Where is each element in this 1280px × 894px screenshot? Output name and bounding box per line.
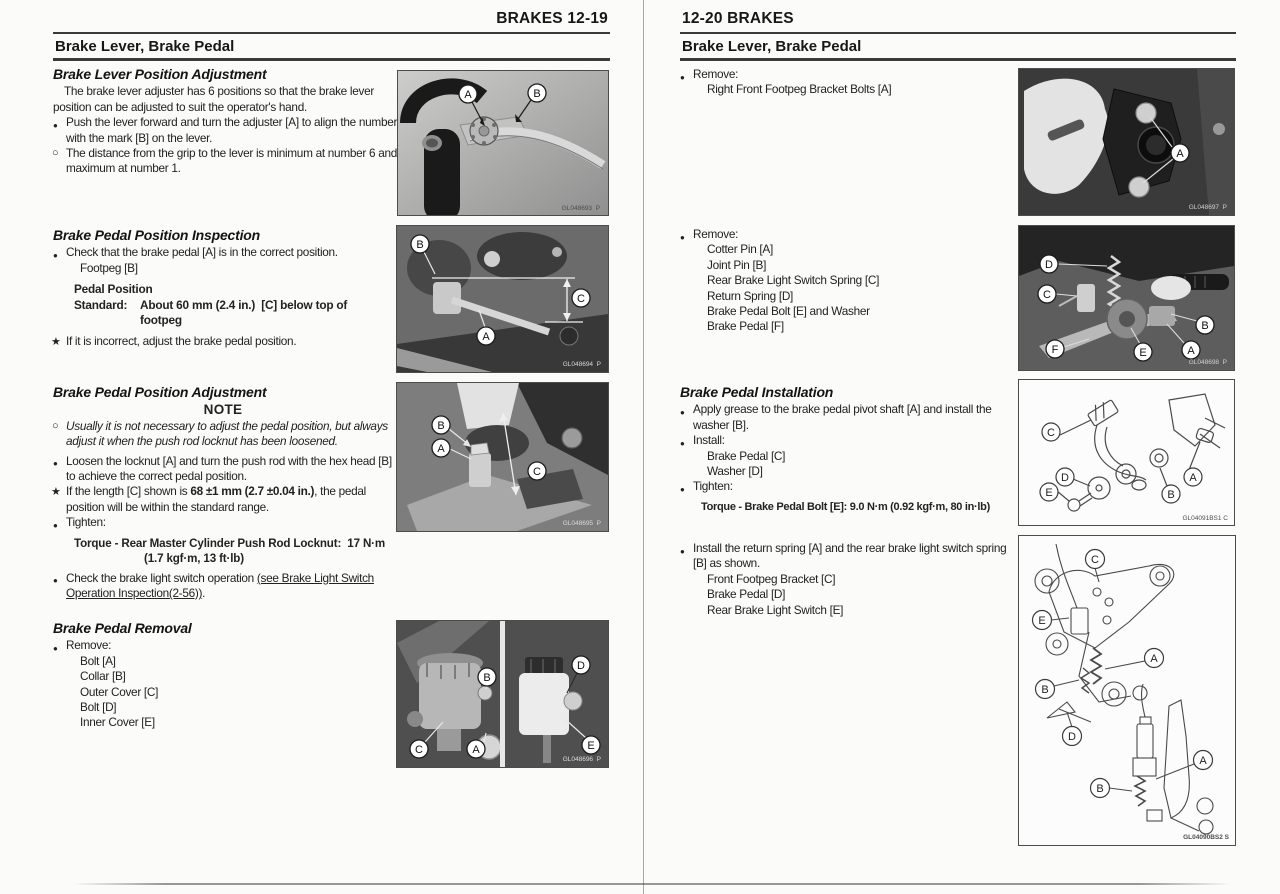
svg-text:E: E (1038, 615, 1046, 627)
figure-code: GL048697 P (1188, 204, 1227, 211)
svg-text:B: B (1041, 684, 1049, 696)
bullet-item: ● Install: (680, 433, 1018, 448)
svg-text:D: D (1045, 259, 1053, 271)
section-page-title: Brake Lever, Brake Pedal (682, 38, 862, 55)
figure-pedal-position-photo (396, 225, 609, 373)
subsection-heading: Brake Lever Position Adjustment (53, 66, 267, 82)
svg-text:A: A (482, 331, 490, 343)
svg-text:A: A (437, 443, 445, 455)
figure-callout (1038, 285, 1056, 303)
figure-reservoir-photo (396, 620, 609, 768)
subsection-heading: Brake Pedal Installation (680, 384, 834, 400)
figure-code: GL048693 P (561, 205, 600, 212)
figure-callout (1063, 727, 1082, 746)
sub-item: Rear Brake Light Switch [E] (707, 602, 844, 617)
section-return-spring-install (680, 541, 1018, 618)
paragraph: The brake lever adjuster has 6 positions so that the brake lever position can be adjusted to suit the operator's hand. (53, 84, 374, 114)
svg-text:A: A (1199, 755, 1207, 767)
bullet-text: Check the brake light switch operation (66, 570, 257, 585)
section-brake-pedal-position-inspection (53, 228, 398, 350)
sub-item: Outer Cover [C] (80, 684, 159, 699)
section-brake-pedal-installation (680, 385, 1018, 520)
figure-code: GL048696 P (562, 756, 601, 763)
bullet-item: ● Apply grease to the brake pedal pivot shaft [A] and install the washer [B]. (680, 402, 1018, 433)
figure-callout (1091, 779, 1110, 798)
bullet-item: ● Remove: (680, 67, 1018, 82)
svg-text:A: A (464, 89, 472, 101)
right-page (680, 8, 1236, 893)
figure-code: GL04091BS1 C (1182, 515, 1228, 522)
figure-callout (410, 740, 428, 758)
svg-text:C: C (1047, 427, 1055, 439)
sub-item: Front Footpeg Bracket [C] (707, 571, 836, 586)
left-page (53, 8, 610, 893)
bullet-item: ● Tighten: (680, 479, 1018, 494)
note-item: ○ Usually it is not necessary to adjust the pedal position, but always adjust it when the push rod locknut has been loosened. (53, 419, 398, 450)
svg-text:A: A (472, 744, 480, 756)
sub-item: Brake Pedal [C] (707, 448, 786, 463)
pedal-install-illustration (1019, 380, 1234, 525)
figure-callout (1196, 316, 1214, 334)
svg-text:E: E (1045, 487, 1053, 499)
page-gutter-divider (643, 0, 644, 894)
figure-brake-lever-photo (397, 70, 609, 216)
svg-text:D: D (1061, 472, 1069, 484)
section-remove-footpeg-bolts (680, 67, 1018, 98)
figure-spring-install-drawing (1018, 535, 1236, 846)
svg-text:B: B (483, 672, 491, 684)
star-item (53, 484, 398, 515)
svg-text:C: C (1091, 554, 1099, 566)
section-remove-pedal-parts (680, 227, 1018, 335)
star-item: ★ If it is incorrect, adjust the brake pedal position. (53, 334, 398, 349)
page-header: 12-20 BRAKES (682, 10, 794, 27)
figure-code: GL048695 P (562, 520, 601, 527)
sub-item: Bolt [A] (80, 653, 116, 668)
figure-callout (1145, 649, 1164, 668)
svg-text:D: D (1068, 731, 1076, 743)
bullet-item: ● Remove: (680, 227, 1018, 242)
sub-item: Joint Pin [B] (707, 257, 767, 272)
sub-item: Rear Brake Light Switch Spring [C] (707, 273, 880, 288)
figure-code: GL048698 P (1188, 359, 1227, 366)
section-brake-pedal-position-adjustment (53, 385, 398, 601)
sub-item: Footpeg [B] (80, 260, 138, 275)
sub-item: Collar [B] (80, 669, 126, 684)
title-rule (53, 58, 610, 61)
figure-code: GL04090BS2 S (1183, 834, 1229, 841)
figure-callout (572, 289, 590, 307)
svg-text:B: B (416, 239, 424, 251)
figure-callout (1040, 483, 1058, 501)
page-header: BRAKES 12-19 (496, 10, 608, 27)
figure-callout (528, 84, 546, 102)
svg-text:C: C (415, 744, 423, 756)
torque-block (74, 536, 398, 566)
svg-text:D: D (577, 660, 585, 672)
sub-item: Return Spring [D] (707, 288, 794, 303)
star-bold-value: 68 ±1 mm (2.7 ±0.04 in.) (190, 484, 315, 499)
svg-text:E: E (587, 740, 595, 752)
pedal-parts-illustration (1019, 226, 1234, 370)
figure-callout (1040, 255, 1058, 273)
pedal-position-illustration (397, 226, 608, 372)
svg-text:A: A (1176, 148, 1184, 160)
figure-callout (477, 327, 495, 345)
sub-item: Inner Cover [E] (80, 715, 155, 730)
figure-code: GL048694 P (562, 361, 601, 368)
torque-block (701, 500, 1018, 515)
figure-callout (432, 439, 450, 457)
bullet-item: ● Push the lever forward and turn the adjuster [A] to align the number with the mark [B] on the lever. (53, 115, 398, 146)
bullet-item: ● Install the return spring [A] and the rear brake light switch spring [B] as shown. (680, 541, 1018, 572)
figure-callout (1036, 680, 1055, 699)
star-text: , the pedal position will be within the standard range. (66, 484, 366, 514)
subsection-heading: Brake Pedal Position Adjustment (53, 384, 267, 400)
figure-callout (1046, 340, 1064, 358)
spring-install-illustration (1019, 536, 1235, 845)
push-rod-illustration (397, 383, 608, 531)
svg-text:C: C (577, 293, 585, 305)
svg-text:B: B (1096, 783, 1104, 795)
figure-pedal-install-drawing (1018, 379, 1235, 526)
bullet-item: ● Remove: (53, 638, 398, 653)
sub-item: Bolt [D] (80, 700, 117, 715)
figure-callout (1033, 611, 1052, 630)
cross-reference-link[interactable]: (see Brake Light Switch Operation Inspection(2-56)) (66, 570, 374, 601)
bullet-text: . (202, 586, 206, 601)
sub-item: Brake Pedal [F] (707, 319, 784, 334)
figure-callout (432, 416, 450, 434)
subsection-heading: Brake Pedal Position Inspection (53, 227, 260, 243)
bullet-item: ● Loosen the locknut [A] and turn the push rod with the hex head [B] to achieve the correct pedal position. (53, 454, 398, 485)
section-page-title: Brake Lever, Brake Pedal (55, 38, 235, 55)
figure-callout (1182, 341, 1200, 359)
figure-callout (478, 668, 496, 686)
svg-text:E: E (1139, 347, 1147, 359)
torque-line: Torque - Rear Master Cylinder Push Rod Locknut: 17 N·m (74, 536, 386, 550)
figure-pedal-parts-photo (1018, 225, 1235, 371)
svg-text:B: B (437, 420, 445, 432)
sub-item: Brake Pedal [D] (707, 587, 786, 602)
circle-item: ○ The distance from the grip to the lever is minimum at number 6 and maximum at number 1. (53, 146, 398, 177)
figure-push-rod-photo (396, 382, 609, 532)
bullet-item: ● Check that the brake pedal [A] is in the correct position. (53, 245, 398, 260)
figure-callout (1194, 751, 1213, 770)
svg-text:A: A (1150, 653, 1158, 665)
sub-item: Washer [D] (707, 464, 763, 479)
note-heading: NOTE (203, 402, 243, 418)
section-brake-lever-position-adjustment (53, 67, 398, 177)
figure-callout (582, 736, 600, 754)
figure-callout (528, 462, 546, 480)
star-text: If the length [C] shown is (66, 484, 191, 499)
brake-lever-illustration (398, 71, 608, 215)
footpeg-bracket-illustration (1019, 69, 1234, 215)
svg-text:B: B (533, 88, 541, 100)
title-rule (680, 58, 1236, 61)
spec-label: Standard: (74, 298, 128, 313)
figure-footpeg-bracket-photo (1018, 68, 1235, 216)
spec-block (74, 282, 398, 328)
sub-item: Brake Pedal Bolt [E] and Washer (707, 304, 870, 319)
svg-text:C: C (533, 466, 541, 478)
svg-text:A: A (1189, 472, 1197, 484)
figure-callout (1056, 468, 1074, 486)
figure-callout (1162, 485, 1180, 503)
figure-callout (1134, 343, 1152, 361)
torque-line: Torque - Brake Pedal Bolt [E]: 9.0 N·m (0.92 kgf·m, 80 in·lb) (701, 500, 990, 513)
svg-text:F: F (1051, 344, 1059, 356)
bullet-item: ● Tighten: (53, 515, 398, 530)
svg-text:B: B (1167, 489, 1175, 501)
torque-line: (1.7 kgf·m, 13 ft·lb) (144, 551, 244, 565)
figure-callout (1171, 144, 1189, 162)
figure-callout (572, 656, 590, 674)
figure-callout (411, 235, 429, 253)
figure-callout (459, 85, 477, 103)
svg-text:B: B (1201, 320, 1209, 332)
subsection-heading: Brake Pedal Removal (53, 620, 192, 636)
spec-value: About 60 mm (2.4 in.) [C] below top of footpeg (140, 298, 348, 328)
sub-item: Right Front Footpeg Bracket Bolts [A] (707, 82, 892, 97)
bullet-item (53, 571, 398, 602)
figure-callout (1184, 468, 1202, 486)
section-brake-pedal-removal (53, 621, 398, 731)
sub-item: Cotter Pin [A] (707, 242, 773, 257)
figure-callout (1086, 550, 1105, 569)
spec-title: Pedal Position (74, 282, 153, 297)
figure-callout (467, 740, 485, 758)
figure-callout (1042, 423, 1060, 441)
reservoir-illustration (397, 621, 608, 767)
svg-text:A: A (1187, 345, 1195, 357)
svg-text:C: C (1043, 289, 1051, 301)
